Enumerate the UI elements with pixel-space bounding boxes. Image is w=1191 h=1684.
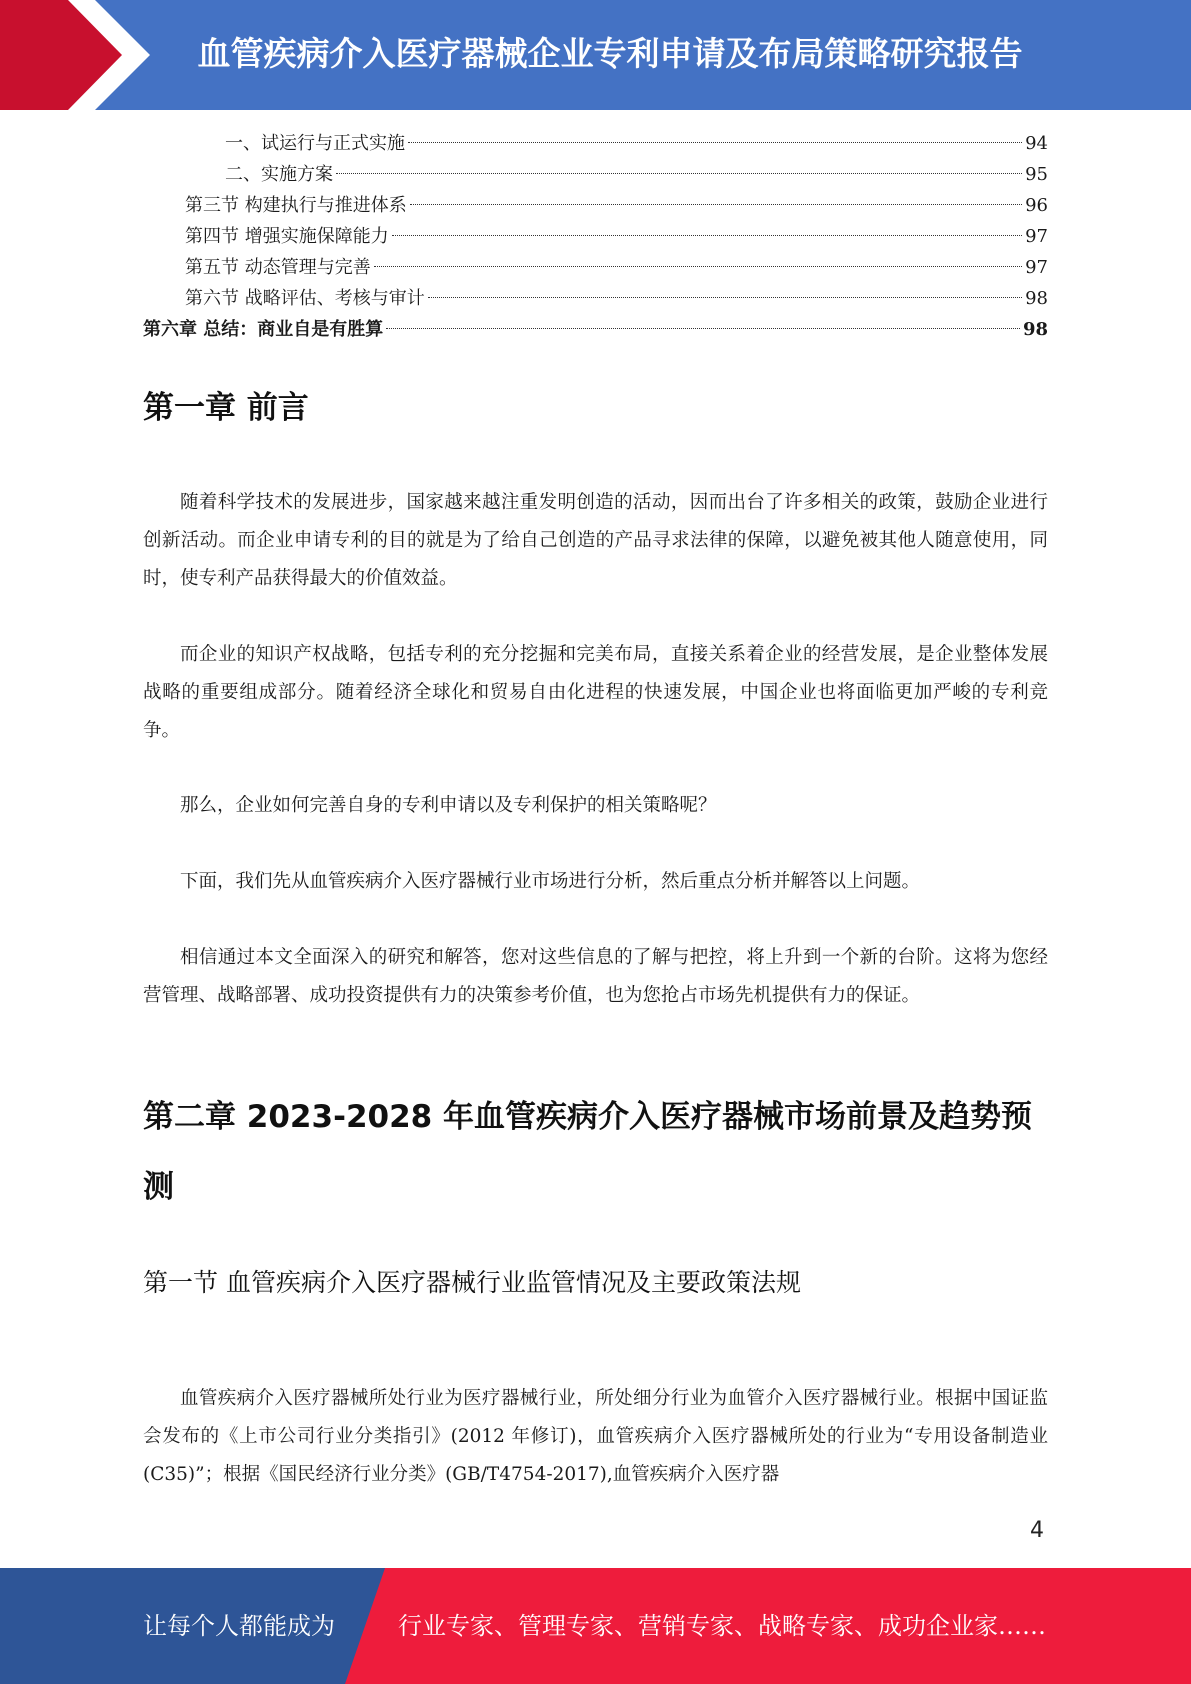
chapter-1-paragraph-3: 那么，企业如何完善自身的专利申请以及专利保护的相关策略呢？ [180, 795, 717, 816]
toc-entry-title: 第六章 总结：商业自是有胜算 [143, 319, 384, 340]
toc-entry-page: 97 [1025, 226, 1048, 247]
toc-entry-page: 98 [1025, 288, 1048, 309]
page-header [0, 0, 1191, 110]
toc-entry[interactable] [143, 128, 1048, 159]
toc-entry[interactable] [143, 159, 1048, 190]
toc-dot-leader [410, 204, 1022, 205]
toc-dot-leader [374, 266, 1022, 267]
chapter-2-section-1-title: 第一节 血管疾病介入医疗器械行业监管情况及主要政策法规 [143, 1268, 801, 1297]
toc-entry-page: 98 [1022, 319, 1048, 340]
toc-entry[interactable] [143, 314, 1048, 345]
toc-dot-leader [428, 297, 1022, 298]
toc-entry-title: 二、实施方案 [225, 164, 333, 185]
footer-slogan-right: 行业专家、管理专家、营销专家、战略专家、成功企业家…… [398, 1612, 1046, 1640]
toc-entry-page: 96 [1025, 195, 1048, 216]
chapter-1-paragraph-5: 相信通过本文全面深入的研究和解答，您对这些信息的了解与把控，将上升到一个新的台阶。这将为您经营管理、战略部署、成功投资提供有力的决策参考价值，也为您抢占市场先机提供有力的保证。 [143, 947, 1048, 1006]
toc-entry-title: 第三节 构建执行与推进体系 [185, 195, 407, 216]
toc-dot-leader [392, 235, 1022, 236]
chapter-1-paragraph-2: 而企业的知识产权战略，包括专利的充分挖掘和完美布局，直接关系着企业的经营发展，是企业整体发展战略的重要组成部分。随着经济全球化和贸易自由化进程的快速发展，中国企业也将面临更加严峻的专利竞争。 [143, 644, 1048, 741]
toc-entry-title: 第五节 动态管理与完善 [185, 257, 371, 278]
toc-dot-leader [386, 328, 1020, 329]
toc-entry-title: 第六节 战略评估、考核与审计 [185, 288, 425, 309]
footer-slogan-left: 让每个人都能成为 [143, 1612, 335, 1640]
toc-entry-page: 95 [1025, 164, 1048, 185]
toc-entry-title: 第四节 增强实施保障能力 [185, 226, 389, 247]
toc-entry-page: 97 [1025, 257, 1048, 278]
report-title: 血管疾病介入医疗器械企业专利申请及布局策略研究报告 [197, 34, 1023, 73]
toc-entry[interactable] [143, 252, 1048, 283]
chapter-2-title: 第二章 2023-2028 年血管疾病介入医疗器械市场前景及趋势预测 [143, 1099, 1033, 1205]
chapter-1-paragraph-4: 下面，我们先从血管疾病介入医疗器械行业市场进行分析，然后重点分析并解答以上问题。 [180, 871, 921, 892]
toc-entry-title: 一、试运行与正式实施 [225, 133, 405, 154]
page-number: 4 [1030, 1518, 1044, 1543]
chapter-1-title: 第一章 前言 [143, 390, 309, 426]
chapter-2-section-1-paragraph: 血管疾病介入医疗器械所处行业为医疗器械行业，所处细分行业为血管介入医疗器械行业。根据中国证监会发布的《上市公司行业分类指引》(2012 年修订)，血管疾病介入医疗器械所处的行业为“专用设备制造业(C35)”；根据《国民经济行业分类》(GB/T4754-2017),血管疾病介入医疗器 [143, 1388, 1048, 1485]
table-of-contents [143, 128, 1048, 345]
chapter-1-paragraph-1: 随着科学技术的发展进步，国家越来越注重发明创造的活动，因而出台了许多相关的政策，鼓励企业进行创新活动。而企业申请专利的目的就是为了给自己创造的产品寻求法律的保障，以避免被其他人随意使用，同时，使专利产品获得最大的价值效益。 [143, 492, 1048, 589]
toc-entry-page: 94 [1025, 133, 1048, 154]
toc-dot-leader [408, 142, 1022, 143]
toc-dot-leader [336, 173, 1022, 174]
page-footer [0, 1568, 1191, 1684]
toc-entry[interactable] [143, 190, 1048, 221]
toc-entry[interactable] [143, 283, 1048, 314]
toc-entry[interactable] [143, 221, 1048, 252]
header-red-chevron-icon [0, 0, 160, 110]
